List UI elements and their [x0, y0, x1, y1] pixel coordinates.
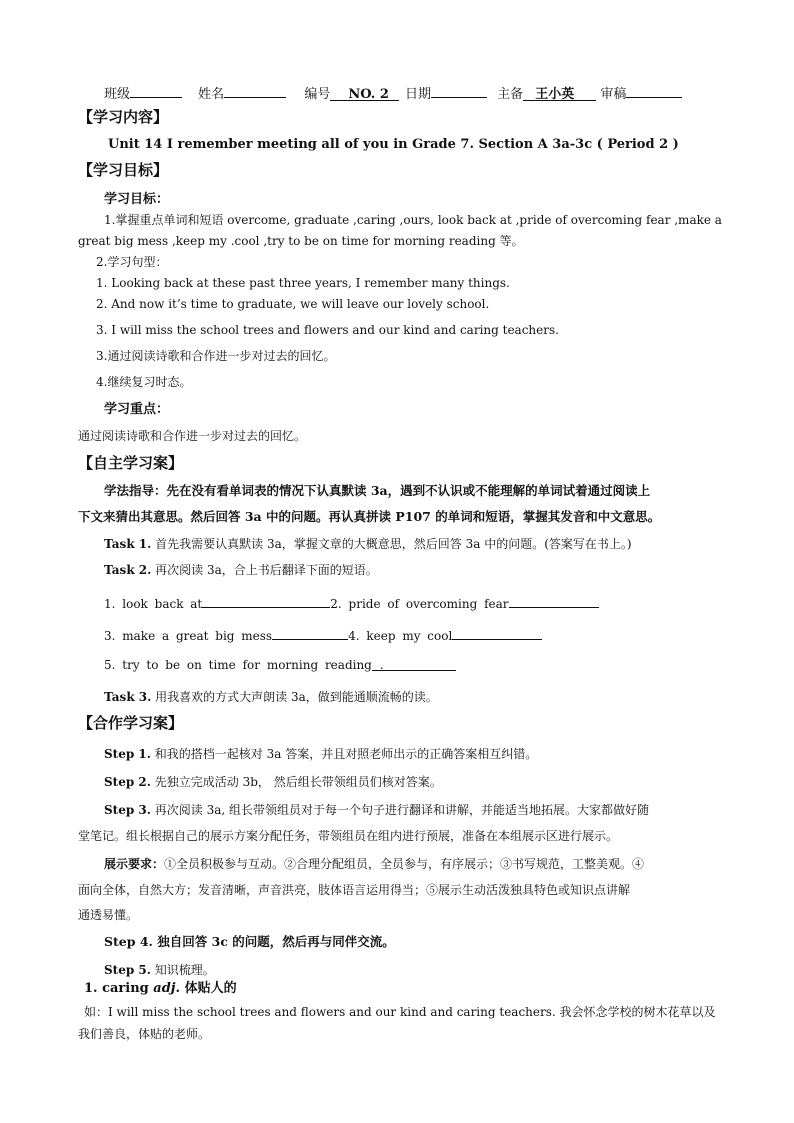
content-title: Unit 14 I remember meeting all of you in Grade 7. Section A 3a-3c ( Period 2 ) [108, 137, 679, 152]
task-1 [104, 536, 632, 552]
sentence-1: 1. Looking back at these past three years, I remember many things. [96, 276, 510, 290]
study-guide-line1: 学法指导：先在没有看单词表的情况下认真默读 3a，遇到不认识或不能理解的单词试着通过阅读上 [104, 483, 651, 498]
step-5-label: Step 5. [104, 963, 151, 977]
phrase-1: 1. look back at [104, 597, 203, 611]
knowledge-1-example-line1: 如：I will miss the school trees and flowers and our kind and caring teachers. 我会怀念学校的树木花草以及 [84, 1005, 716, 1019]
sentence-3: 3. I will miss the school trees and flowers and our kind and caring teachers. [96, 323, 559, 337]
author-value: 王小英 [523, 87, 596, 101]
phrase-5-blank[interactable] [372, 657, 456, 671]
task-1-text: 首先我需要认真默读 3a，掌握文章的大概意思，然后回答 3a 中的问题。(答案写在书上。) [155, 537, 632, 551]
step-1-text: 和我的搭档一起核对 3a 答案，并且对照老师出示的正确答案相互纠错。 [154, 747, 538, 761]
phrase-5-fill: . [379, 658, 384, 672]
phrase-4-blank[interactable] [452, 626, 542, 640]
author-label: 主备 [497, 87, 524, 102]
key-points-heading: 学习重点： [104, 402, 170, 417]
phrase-row-3 [104, 657, 456, 673]
phrase-row-2 [104, 626, 542, 644]
display-req-label: 展示要求： [104, 857, 165, 871]
sentence-2: 2. And now it’s time to graduate, we will leave our lovely school. [96, 297, 490, 311]
section-cooperative-heading: 【合作学习案】 [78, 714, 184, 732]
display-req-line2: 面向全体，自然大方；发音清晰，声音洪亮，肢体语言运用得当；⑤展示生动活泼独具特色或知识点讲解 [78, 883, 631, 897]
phrase-1-blank[interactable] [202, 594, 330, 608]
step-3-label: Step 3. [104, 803, 151, 817]
step-3-text1: 再次阅读 3a, 组长带领组员对于每一个句子进行翻译和讲解，并能适当地拓展。大家都做好随 [154, 803, 650, 817]
knowledge-1-word: 1. caring [84, 981, 149, 996]
task-2-text: 再次阅读 3a，合上书后翻译下面的短语。 [155, 563, 378, 577]
phrase-3: 3. make a great big mess [104, 629, 273, 643]
step-5-text: 知识梳理。 [154, 963, 215, 977]
reviewer-blank[interactable] [626, 84, 682, 98]
objective-4: 4.继续复习时态。 [96, 375, 192, 389]
task-3 [104, 689, 438, 705]
step-4-label: Step 4. [104, 934, 153, 949]
class-label: 班级 [104, 87, 131, 102]
step-5 [104, 962, 215, 978]
knowledge-1-meaning: 体贴人的 [184, 981, 237, 996]
key-points-text: 通过阅读诗歌和合作进一步对过去的回忆。 [78, 429, 307, 443]
objective-1-line2: great big mess ,keep my .cool ,try to be on time for morning reading 等。 [78, 234, 524, 248]
section-objectives-heading: 【学习目标】 [78, 161, 169, 179]
number-value: NO. 2 [330, 87, 399, 101]
study-guide-line2: 下文来猜出其意思。然后回答 3a 中的问题。再认真拼读 P107 的单词和短语，掌握其发音和中文意思。 [78, 509, 661, 524]
display-req-text1: ①全员积极参与互动。②合理分配组员，全员参与，有序展示；③书写规范，工整美观。④ [164, 857, 645, 871]
section-self-study-heading: 【自主学习案】 [78, 454, 184, 472]
number-label: 编号 [304, 87, 331, 102]
step-2-label: Step 2. [104, 775, 151, 789]
display-req-line1 [104, 856, 644, 872]
name-label: 姓名 [198, 87, 225, 102]
step-1-label: Step 1. [104, 747, 151, 761]
knowledge-1-example-line2: 我们善良，体贴的老师。 [78, 1027, 211, 1041]
date-blank[interactable] [431, 84, 487, 98]
section-content-heading: 【学习内容】 [78, 108, 169, 126]
step-4-text: 独自回答 3c 的问题，然后再与同伴交流。 [157, 934, 395, 949]
objective-2: 2.学习句型： [96, 255, 168, 269]
task-3-label: Task 3. [104, 690, 152, 704]
step-4 [104, 934, 395, 950]
phrase-2-blank[interactable] [509, 594, 599, 608]
header-line [104, 84, 682, 103]
step-2 [104, 774, 442, 790]
objectives-subheading: 学习目标： [104, 192, 170, 207]
phrase-4: 4. keep my cool [348, 629, 453, 643]
task-2-label: Task 2. [104, 563, 152, 577]
step-3-line1 [104, 802, 649, 818]
step-1 [104, 746, 537, 762]
phrase-3-blank[interactable] [272, 626, 348, 640]
task-1-label: Task 1. [104, 537, 152, 551]
phrase-row-1 [104, 594, 599, 612]
step-3-line2: 堂笔记。组长根据自己的展示方案分配任务，带领组员在组内进行预展，准备在本组展示区进行展示。 [78, 829, 619, 843]
task-3-text: 用我喜欢的方式大声朗读 3a，做到能通顺流畅的读。 [155, 690, 438, 704]
phrase-5: 5. try to be on time for morning reading [104, 658, 372, 672]
name-blank[interactable] [224, 84, 286, 98]
task-2 [104, 562, 378, 578]
date-label: 日期 [405, 87, 432, 102]
phrase-2: 2. pride of overcoming fear [330, 597, 509, 611]
reviewer-label: 审稿 [600, 87, 627, 102]
knowledge-1 [84, 981, 237, 997]
step-2-text: 先独立完成活动 3b， 然后组长带领组员们核对答案。 [154, 775, 442, 789]
display-req-line3: 通透易懂。 [78, 908, 139, 922]
knowledge-1-pos: adj. [153, 981, 181, 996]
class-blank[interactable] [130, 84, 182, 98]
objective-3: 3.通过阅读诗歌和合作进一步对过去的回忆。 [96, 349, 336, 363]
objective-1-line1: 1.掌握重点单词和短语 overcome, graduate ,caring ,ours, look back at ,pride of overcoming fear ,make a [104, 213, 722, 227]
